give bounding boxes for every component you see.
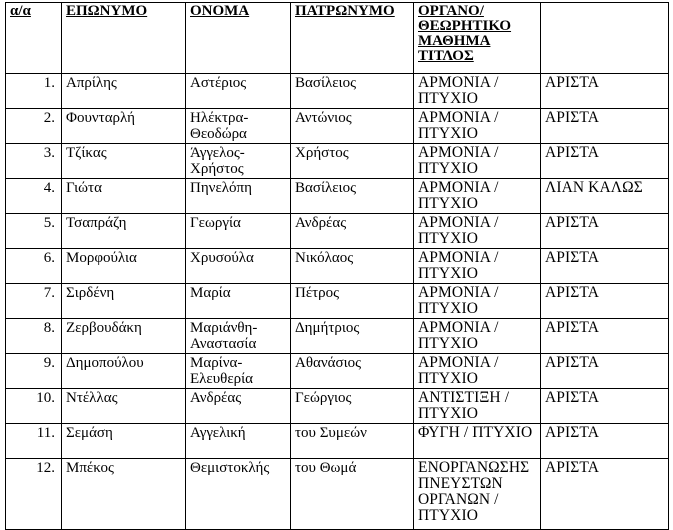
header-row	[6, 3, 669, 74]
table-row	[6, 214, 669, 249]
row-subject: ΑΡΜΟΝΙΑ / ΠΤΥΧΙΟ	[414, 319, 541, 354]
row-surname: Σεμάση	[62, 424, 186, 459]
row-grade: ΑΡΙΣΤΑ	[541, 214, 669, 249]
row-father-name: του Θωμά	[291, 459, 414, 530]
row-name: Μαρίνα-Ελευθερία	[186, 354, 291, 389]
row-index: 8.	[6, 319, 62, 354]
header-subject: ΟΡΓΑΝΟ/ ΘΕΩΡΗΤΙΚΟ ΜΑΘΗΜΑ ΤΙΤΛΟΣ	[414, 3, 541, 74]
row-father-name: Νικόλαος	[291, 249, 414, 284]
table-row	[6, 109, 669, 144]
row-index: 10.	[6, 389, 62, 424]
row-father-name: Βασίλειος	[291, 74, 414, 109]
row-index: 3.	[6, 144, 62, 179]
row-father-name: Αντώνιος	[291, 109, 414, 144]
row-name: Γεωργία	[186, 214, 291, 249]
row-grade: ΑΡΙΣΤΑ	[541, 424, 669, 459]
row-surname: Μορφούλια	[62, 249, 186, 284]
table-row	[6, 389, 669, 424]
row-index: 4.	[6, 179, 62, 214]
row-grade: ΑΡΙΣΤΑ	[541, 284, 669, 319]
row-subject: ΑΡΜΟΝΙΑ / ΠΤΥΧΙΟ	[414, 214, 541, 249]
row-name: Χρυσούλα	[186, 249, 291, 284]
row-surname: Φουνταρλή	[62, 109, 186, 144]
row-surname: Μπέκος	[62, 459, 186, 530]
row-surname: Τσαπράζη	[62, 214, 186, 249]
row-subject: ΑΡΜΟΝΙΑ / ΠΤΥΧΙΟ	[414, 284, 541, 319]
row-father-name: του Συμεών	[291, 424, 414, 459]
row-subject: ΑΝΤΙΣΤΙΞΗ / ΠΤΥΧΙΟ	[414, 389, 541, 424]
table-row	[6, 354, 669, 389]
row-father-name: Χρήστος	[291, 144, 414, 179]
row-name: Άγγελος-Χρήστος	[186, 144, 291, 179]
row-index: 12.	[6, 459, 62, 530]
row-surname: Γιώτα	[62, 179, 186, 214]
row-index: 6.	[6, 249, 62, 284]
row-subject: ΑΡΜΟΝΙΑ / ΠΤΥΧΙΟ	[414, 179, 541, 214]
row-subject: ΑΡΜΟΝΙΑ /ΠΤΥΧΙΟ	[414, 74, 541, 109]
table-row	[6, 144, 669, 179]
table-row	[6, 74, 669, 109]
row-subject: ΑΡΜΟΝΙΑ / ΠΤΥΧΙΟ	[414, 249, 541, 284]
table-row	[6, 284, 669, 319]
row-father-name: Αθανάσιος	[291, 354, 414, 389]
row-surname: Σιρδένη	[62, 284, 186, 319]
header-index: α/α	[6, 3, 62, 74]
header-father-name: ΠΑΤΡΩΝΥΜΟ	[291, 3, 414, 74]
results-table	[5, 2, 669, 530]
row-grade: ΛΙΑΝ ΚΑΛΩΣ	[541, 179, 669, 214]
row-name: Μαρία	[186, 284, 291, 319]
row-father-name: Δημήτριος	[291, 319, 414, 354]
table-row	[6, 249, 669, 284]
row-name: Ηλέκτρα-Θεοδώρα	[186, 109, 291, 144]
row-father-name: Γεώργιος	[291, 389, 414, 424]
table-row	[6, 459, 669, 530]
row-surname: Τζίκας	[62, 144, 186, 179]
row-name: Αστέριος	[186, 74, 291, 109]
table-body	[6, 74, 669, 530]
table-row	[6, 319, 669, 354]
row-name: Θεμιστοκλής	[186, 459, 291, 530]
row-grade: ΑΡΙΣΤΑ	[541, 319, 669, 354]
row-index: 1.	[6, 74, 62, 109]
row-subject: ΑΡΜΟΝΙΑ / ΠΤΥΧΙΟ	[414, 354, 541, 389]
row-name: Μαριάνθη-Αναστασία	[186, 319, 291, 354]
row-subject: ΕΝΟΡΓΑΝΩΣΗΣ ΠΝΕΥΣΤΩΝ ΟΡΓΑΝΩΝ / ΠΤΥΧΙΟ	[414, 459, 541, 530]
row-grade: ΑΡΙΣΤΑ	[541, 74, 669, 109]
row-grade: ΑΡΙΣΤΑ	[541, 249, 669, 284]
row-index: 5.	[6, 214, 62, 249]
row-grade: ΑΡΙΣΤΑ	[541, 389, 669, 424]
row-name: Ανδρέας	[186, 389, 291, 424]
header-grade	[541, 3, 669, 74]
row-index: 9.	[6, 354, 62, 389]
row-surname: Ντέλλας	[62, 389, 186, 424]
row-grade: ΑΡΙΣΤΑ	[541, 109, 669, 144]
row-surname: Απρίλης	[62, 74, 186, 109]
row-father-name: Ανδρέας	[291, 214, 414, 249]
row-name: Πηνελόπη	[186, 179, 291, 214]
table-row	[6, 179, 669, 214]
row-father-name: Πέτρος	[291, 284, 414, 319]
row-grade: ΑΡΙΣΤΑ	[541, 144, 669, 179]
row-index: 7.	[6, 284, 62, 319]
table-row	[6, 424, 669, 459]
row-index: 11.	[6, 424, 62, 459]
row-name: Αγγελική	[186, 424, 291, 459]
row-subject: ΑΡΜΟΝΙΑ / ΠΤΥΧΙΟ	[414, 109, 541, 144]
row-grade: ΑΡΙΣΤΑ	[541, 354, 669, 389]
header-name: ΟΝΟΜΑ	[186, 3, 291, 74]
row-surname: Ζερβουδάκη	[62, 319, 186, 354]
row-surname: Δημοπούλου	[62, 354, 186, 389]
row-subject: ΦΥΓΗ / ΠΤΥΧΙΟ	[414, 424, 541, 459]
row-father-name: Βασίλειος	[291, 179, 414, 214]
row-grade: ΑΡΙΣΤΑ	[541, 459, 669, 530]
header-surname: ΕΠΩΝΥΜΟ	[62, 3, 186, 74]
row-subject: ΑΡΜΟΝΙΑ / ΠΤΥΧΙΟ	[414, 144, 541, 179]
row-index: 2.	[6, 109, 62, 144]
